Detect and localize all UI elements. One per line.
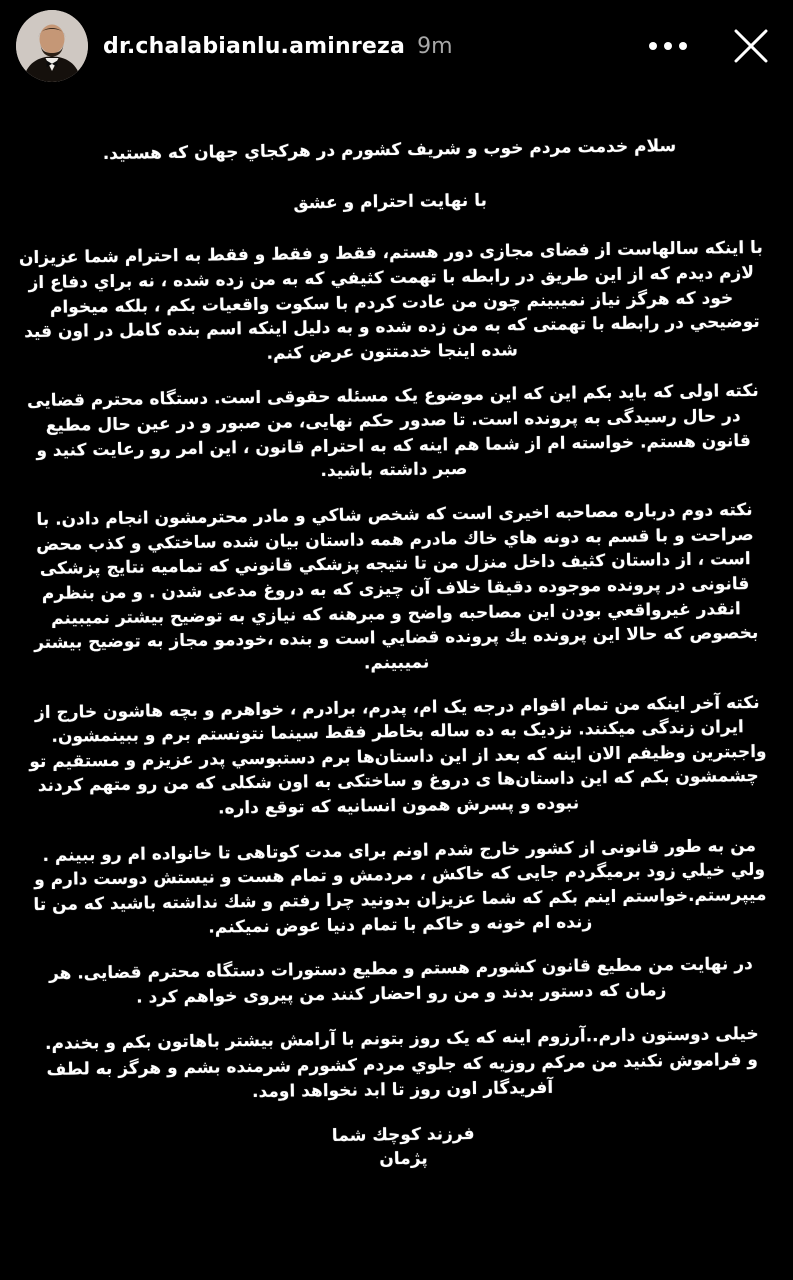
story-header — [16, 8, 781, 84]
story-paragraph-point-two: نکته دوم درباره مصاحبه اخیری است که شخص شاکي و مادر محترمشون انجام دادن. با صراحت و با قسم به دونه هاي خاك مادرم همه داستان بیان شده ساختکي و کذب محض است ، از داستان کثیف داخل منزل من تا نتیجه پزشکي قانوني که تمامیه نتایج پزشکی قانونی در پرونده موجوده دقیقا خلاف آن چیزی که به دروغ مدعی شدن . و من بنظرم انقدر غیرواقعي بودن این مصاحبه واضح و مبرهنه که نیازي به توضیح بیشتر نمیبینم بخصوص که حالا این پرونده یك پرونده قضایي است و بنده ،خودمو مجاز به توضیح بیشتر نمیبینم. — [34, 500, 759, 674]
avatar[interactable] — [16, 10, 88, 82]
close-icon[interactable] — [727, 22, 775, 70]
ellipsis-dot — [679, 42, 687, 50]
signature-name: پژمان — [379, 1148, 428, 1170]
ellipsis-dot — [649, 42, 657, 50]
signature-line: فرزند کوچك شما — [331, 1123, 475, 1146]
story-paragraph-intro: با اینکه سالهاست از فضای مجازی دور هستم، فقط و فقط و فقط به احترام شما عزیزان لازم دیدم که از این طریق در رابطه با تهمت کثیفي که به من زده شده ، نه براي دفاع از خود که هرگز نیاز نمیبینم چون من عادت کردم با سکوت واقعیات بکم ، بلکه میخوام توضیحي در رابطه با تهمتی که به من زده شده و به دلیل اینکه اسم بنده کامل در اون قید شده اینجا خدمتتون عرض کنم. — [18, 238, 763, 364]
ellipsis-dot — [664, 42, 672, 50]
story-paragraph-point-one: نکته اولی که باید بکم این که این موضوع یک مسئله حقوقی است. دستگاه محترم قضایی در حال رسیدگی به پرونده است. تا صدور حکم نهایی، من صبور و در عین حال مطیع قانون هستم. خواسته ام از شما هم اینه که به احترام قانون ، این امر رو رعایت کنید و صبر داشته باشید. — [26, 381, 759, 482]
story-paragraph-point-last: نکته آخر اینکه من تمام اقوام درجه یک ام، پدرم، برادرم ، خواهرم و بچه هاشون خارج از ایران زندگی میکنند. نزدیک به ده ساله بخاطر فقط سینما نتونستم برم و ببینمشون. واجبترین وظیفم الان اینه که بعد از این داستان‌ها برم دستبوسي پدر عزیزم و مستقیم تو چشمشون بکم که این داستان‌ها ی دروغ و ساختکی به اون شکلی که من رو متهم کردند نبوده و پسرش همون انسانیه که توقع داره. — [29, 692, 767, 819]
story-paragraph-law: در نهایت من مطیع قانون کشورم هستم و مطیع دستورات دستگاه محترم قضایی. هر زمان که دستور بدند و من رو احضار کنند من پیروی خواهم کرد . — [48, 954, 753, 1008]
avatar-photo-man-in-tuxedo — [16, 10, 88, 82]
story-paragraph-greeting: سلام خدمت مردم خوب و شریف کشورم در هرکجاي جهان که هستید. — [102, 136, 677, 165]
signature — [31, 1117, 777, 1177]
story-text-block — [17, 133, 776, 1177]
username[interactable]: dr.chalabianlu.aminreza — [103, 33, 406, 59]
more-options-icon[interactable] — [643, 28, 693, 64]
story-paragraph-promise: و فراموش نکنید من مرکم روزیه که جلوي مردم کشورم شرمنده بشم و هرگز به لطف آفریدگار اون روز تا ابد نخواهد اومد. — [46, 1050, 759, 1102]
story-paragraph-travel: من به طور قانونی از کشور خارج شدم اونم برای مدت کوتاهی تا خانواده ام رو ببینم . ولي خیلي زود برمیگردم جایی که خاکش ، مردمش و تمام هست و نیستش دوست دارم و میپرستم.خواستم اینم بکم که شما عزیزان بدونید چرا رفتم و شك نداشته باشید که من تا زنده ام خونه و خاکم با تمام دنیا عوض نمیکنم. — [33, 835, 767, 938]
story-paragraph-respect: با نهایت احترام و عشق — [293, 190, 488, 214]
story-timestamp: 9m — [417, 33, 453, 59]
story-paragraph-love: خیلی دوستون دارم..آرزوم اینه که یک روز بتونم با آرامش بیشتر باهاتون بکم و بخندم. — [44, 1023, 759, 1054]
